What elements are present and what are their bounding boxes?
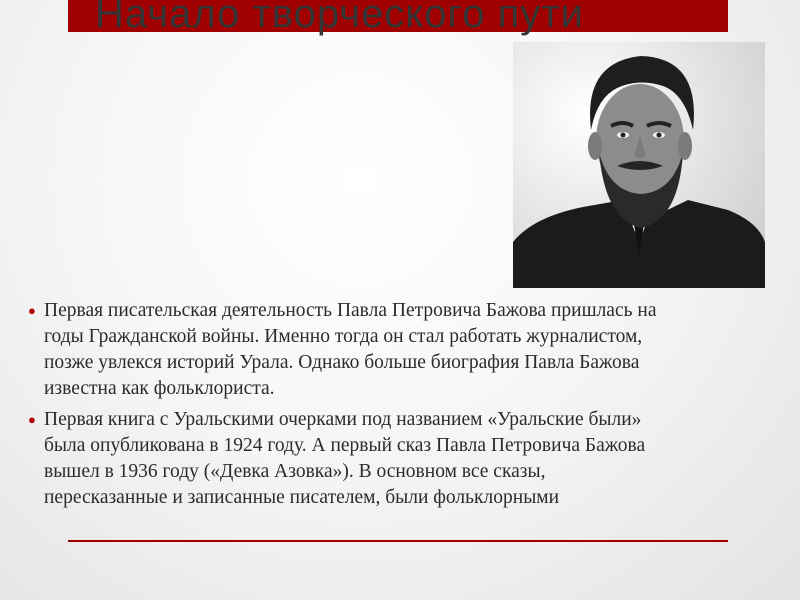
bullet-item <box>28 407 668 511</box>
bullet-text: Первая книга с Уральскими очерками под названием «Уральские были» была опубликована в 1924 году. А первый сказ Павла Петровича Бажова вышел в 1936 году («Девка Азовка»). В основном все сказы, пересказанные и записанные писателем, были фольклорными <box>44 409 646 508</box>
bullet-dot-icon: ● <box>28 412 36 427</box>
bullet-list <box>28 298 668 516</box>
portrait-photo <box>513 42 765 288</box>
bullet-text: Первая писательская деятельность Павла Петровича Бажова пришлась на годы Гражданской войны. Именно тогда он стал работать журналистом, позже увлекся историй Урала. Однако больше биография Павла Бажова известна как фольклориста. <box>44 300 657 399</box>
footer-divider <box>68 540 728 542</box>
slide-title: Начало творческого пути <box>95 0 584 36</box>
portrait-illustration <box>513 42 765 288</box>
bullet-dot-icon: ● <box>28 303 36 318</box>
bullet-item <box>28 298 668 402</box>
